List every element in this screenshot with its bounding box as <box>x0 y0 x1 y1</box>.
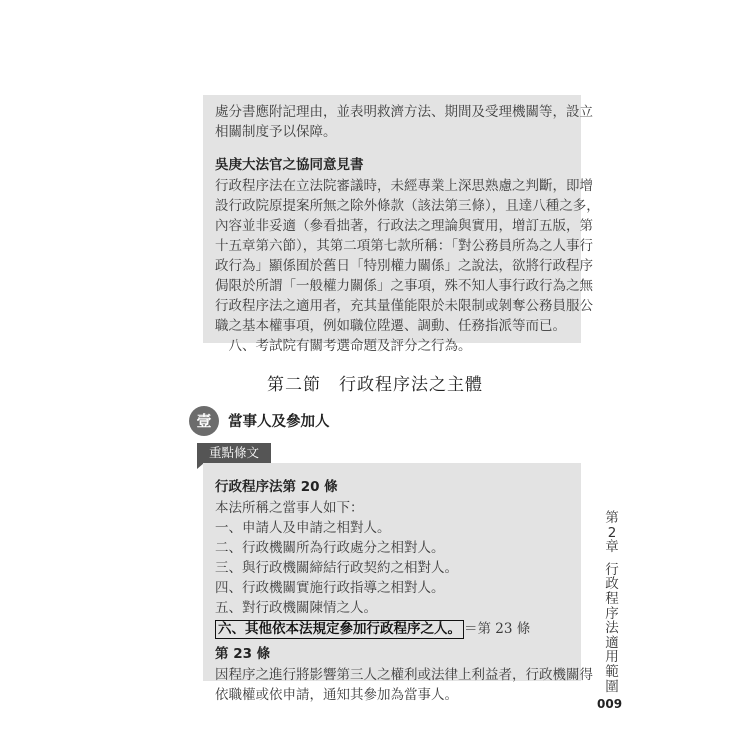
text-line: 三、與行政機關締結行政契約之相對人。 <box>215 560 458 576</box>
text-line: 內容並非妥適（參看拙著，行政法之理論與實用，增訂五版，第 <box>215 218 593 234</box>
chapter-title-char: 程 <box>605 590 619 607</box>
text-line: 政行為」顯係囿於舊日「特別權力關係」之說法，欲將行政程序 <box>215 258 593 274</box>
article-title: 第 23 條 <box>215 646 271 662</box>
key-articles-tab: 重點條文 <box>197 443 271 463</box>
page-number: 009 <box>597 697 623 711</box>
cross-reference: ＝第 23 條 <box>464 621 531 637</box>
text-line: 依職權或依申請，通知其參加為當事人。 <box>215 687 458 703</box>
section-heading: 第二節 行政程序法之主體 <box>267 375 483 395</box>
text-line: 八、考試院有關考選命題及評分之行為。 <box>215 338 472 354</box>
chapter-title-char: 用 <box>605 649 619 666</box>
chapter-side-label <box>601 511 623 694</box>
top-quote-box <box>203 95 600 354</box>
text-line: 行政程序法之適用者，充其量僅能限於未限制或剝奪公務員服公 <box>215 298 593 314</box>
text-line: 侷限於所謂「一般權力關係」之事項，殊不知人事行政行為之無 <box>215 278 593 294</box>
text-line: 十五章第六節），其第二項第七款所稱：「對公務員所為之人事行 <box>215 238 593 254</box>
text-line: 本法所稱之當事人如下： <box>215 500 364 516</box>
key-articles-box <box>203 463 593 703</box>
chapter-title-char: 適 <box>605 634 619 651</box>
chapter-title-char: 圍 <box>605 678 619 695</box>
text-line: 行政程序法在立法院審議時，未經專業上深思熟慮之判斷，即增 <box>215 178 593 194</box>
heading-number-badge: 壹 <box>189 406 219 436</box>
highlight-line <box>215 619 581 639</box>
chapter-title-char: 法 <box>605 620 619 637</box>
chapter-title-char: 政 <box>605 576 619 593</box>
text-line: 相關制度予以保障。 <box>215 124 337 140</box>
chapter-char: 2 <box>607 524 617 541</box>
text-line: 二、行政機關所為行政處分之相對人。 <box>215 540 445 556</box>
chapter-title-char: 行 <box>605 561 619 578</box>
text-line: 四、行政機關實施行政指導之相對人。 <box>215 580 445 596</box>
text-line: 職之基本權事項，例如職位陞遷、調動、任務指派等而已。 <box>215 318 566 334</box>
text-line: 設行政院原提案所無之除外條款（該法第三條），且達八種之多， <box>215 198 600 214</box>
text-line: 處分書應附記理由，並表明救濟方法、期間及受理機關等，設立 <box>215 104 593 120</box>
opinion-title: 吳庚大法官之協同意見書 <box>215 157 364 173</box>
chapter-title-char: 序 <box>605 605 619 622</box>
law-title: 行政程序法第 20 條 <box>215 479 338 495</box>
chapter-char: 第 <box>605 510 619 526</box>
text-line: 一、申請人及申請之相對人。 <box>215 520 391 536</box>
text-line: 因程序之進行將影響第三人之權利或法律上利益者，行政機關得 <box>215 667 593 683</box>
chapter-title-char: 範 <box>605 663 619 680</box>
highlighted-clause: 六、其他依本法規定參加行政程序之人。 <box>215 620 464 639</box>
heading-title: 當事人及參加人 <box>228 414 330 430</box>
chapter-char: 章 <box>605 539 619 556</box>
text-line: 五、對行政機關陳情之人。 <box>215 600 377 616</box>
